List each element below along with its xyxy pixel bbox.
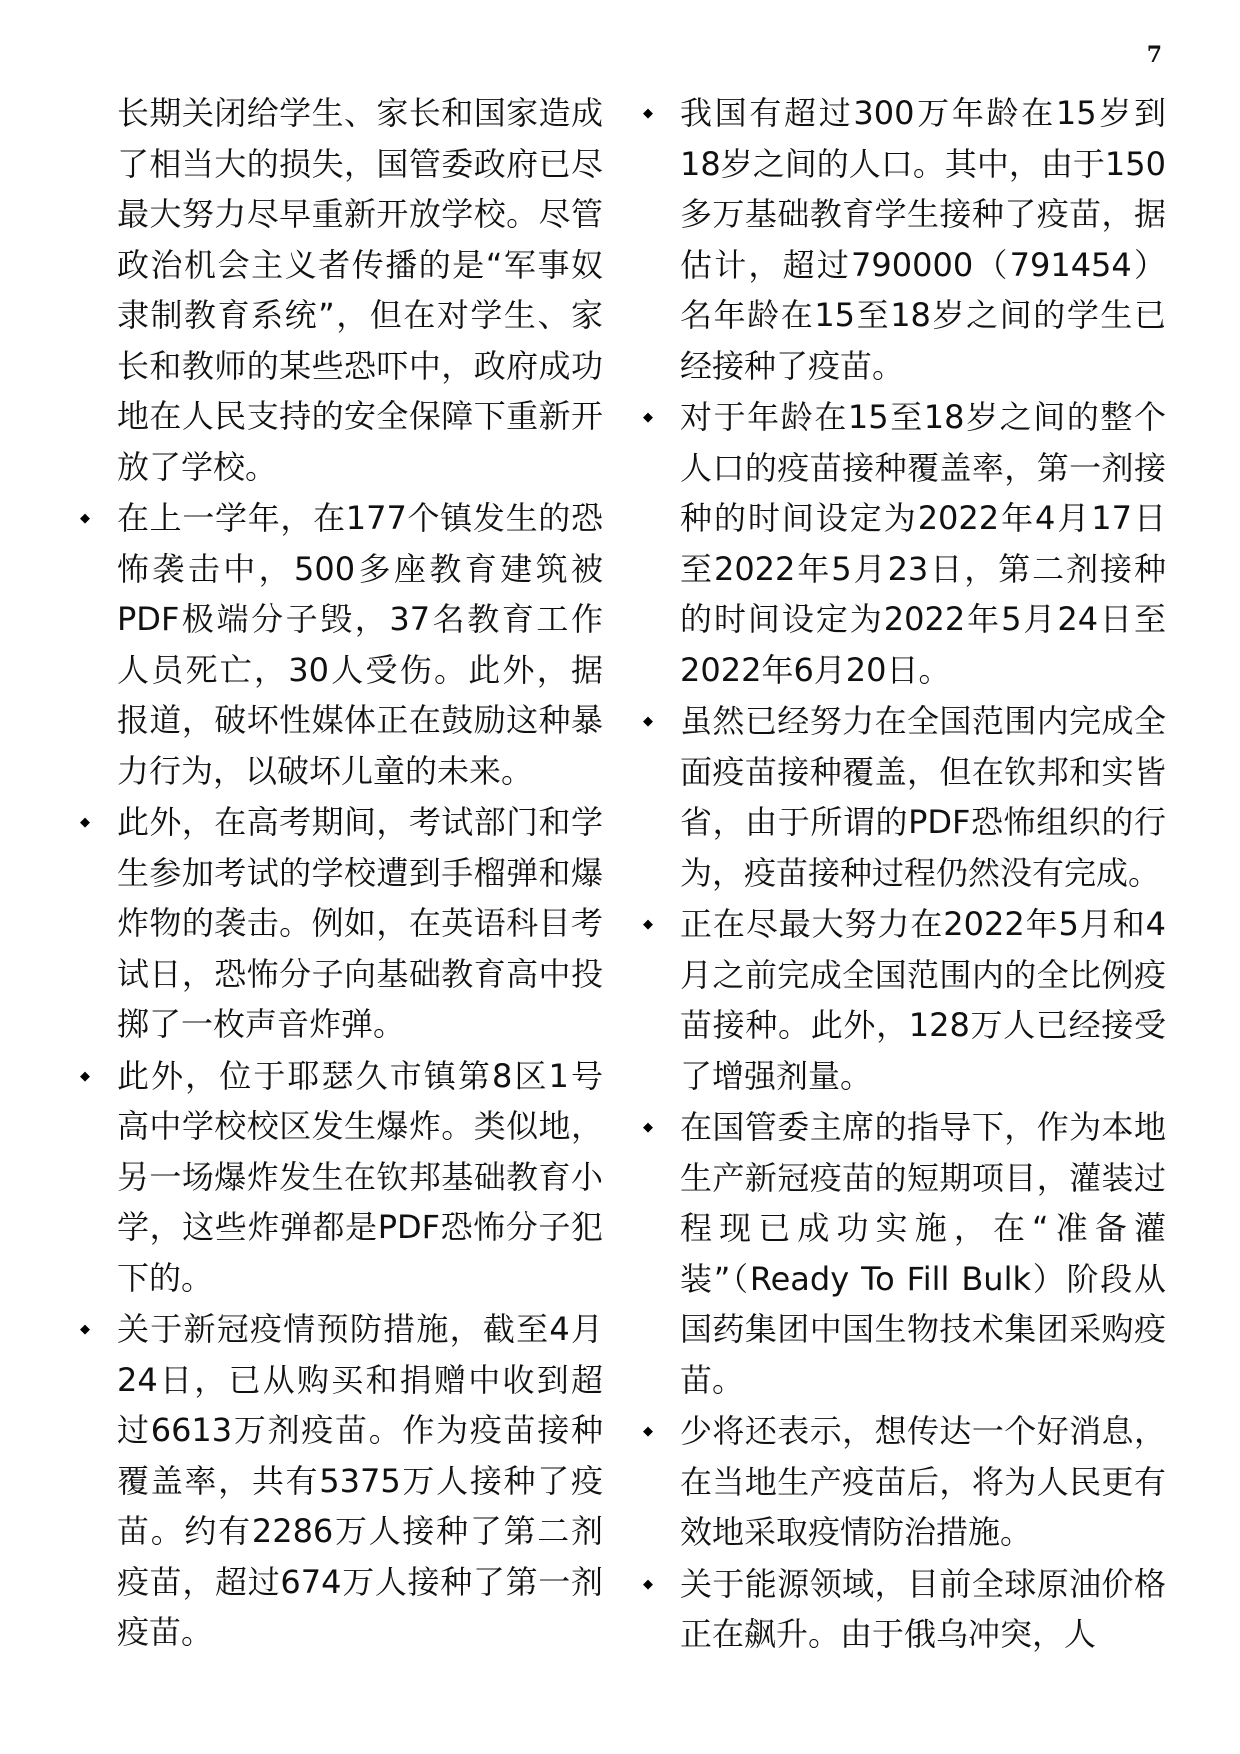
bullet-paragraph [117,493,603,796]
diamond-bullet-icon [643,101,655,113]
diamond-bullet-icon [80,506,92,518]
page-number: 7 [1146,42,1162,68]
paragraph-text: 正在尽最大努力在2022年5月和4月之前完成全国范围内的全比例疫苗接种。此外，128万人已经接受了增强剂量。 [680,905,1166,1095]
bullet-paragraph [680,1102,1166,1405]
paragraph-text: 虽然已经努力在全国范围内完成全面疫苗接种覆盖，但在钦邦和实皆省，由于所谓的PDF恐怖组织的行为，疫苗接种过程仍然没有完成。 [680,702,1166,892]
left-column [117,88,603,1659]
right-column [680,88,1166,1661]
diamond-bullet-icon [643,709,655,721]
bullet-paragraph [117,1304,603,1658]
bullet-paragraph [117,797,603,1050]
paragraph-text: 对于年龄在15至18岁之间的整个人口的疫苗接种覆盖率，第一剂接种的时间设定为2022年4月17日至2022年5月23日，第二剂接种的时间设定为2022年5月24日至2022年6月20日。 [680,398,1166,689]
paragraph-text: 我国有超过300万年龄在15岁到18岁之间的人口。其中，由于150多万基础教育学生接种了疫苗，据估计，超过790000（791454）名年龄在15至18岁之间的学生已经接种了疫苗。 [680,94,1166,385]
diamond-bullet-icon [643,1115,655,1127]
diamond-bullet-icon [643,1419,655,1431]
paragraph-text: 关于能源领域，目前全球原油价格正在飙升。由于俄乌冲突，人 [680,1564,1166,1653]
paragraph-text: 少将还表示，想传达一个好消息，在当地生产疫苗后，将为人民更有效地采取疫情防治措施。 [680,1412,1166,1551]
diamond-bullet-icon [80,810,92,822]
bullet-paragraph [680,1559,1166,1660]
bullet-paragraph [680,392,1166,695]
paragraph-text: 此外，在高考期间，考试部门和学生参加考试的学校遭到手榴弹和爆炸物的袭击。例如，在英语科目考试日，恐怖分子向基础教育高中投掷了一枚声音炸弹。 [117,803,603,1043]
diamond-bullet-icon [643,912,655,924]
bullet-paragraph [680,88,1166,391]
paragraph-text: 在国管委主席的指导下，作为本地生产新冠疫苗的短期项目，灌装过程现已成功实施，在“准备灌装”（Ready To Fill Bulk）阶段从国药集团中国生物技术集团采购疫苗。 [680,1108,1166,1399]
paragraph-text: 在上一学年，在177个镇发生的恐怖袭击中，500多座教育建筑被PDF极端分子毁，37名教育工作人员死亡，30人受伤。此外，据报道，破坏性媒体正在鼓励这种暴力行为，以破坏儿童的未来。 [117,499,603,790]
diamond-bullet-icon [643,405,655,417]
bullet-paragraph [117,1051,603,1304]
paragraph-text: 长期关闭给学生、家长和国家造成了相当大的损失，国管委政府已尽最大努力尽早重新开放学校。尽管政治机会主义者传播的是“军事奴隶制教育系统”，但在对学生、家长和教师的某些恐吓中，政府成功地在人民支持的安全保障下重新开放了学校。 [117,94,603,486]
bullet-paragraph [680,696,1166,898]
paragraph-text: 此外，位于耶瑟久市镇第8区1号高中学校校区发生爆炸。类似地，另一场爆炸发生在钦邦基础教育小学，这些炸弹都是PDF恐怖分子犯下的。 [117,1056,603,1297]
diamond-bullet-icon [643,1572,655,1584]
paragraph-continued [117,88,603,492]
diamond-bullet-icon [80,1317,92,1329]
paragraph-text: 关于新冠疫情预防措施，截至4月24日，已从购买和捐赠中收到超过6613万剂疫苗。作为疫苗接种覆盖率，共有5375万人接种了疫苗。约有2286万人接种了第二剂疫苗，超过674万人接种了第一剂疫苗。 [117,1310,603,1651]
bullet-paragraph [680,1406,1166,1558]
bullet-paragraph [680,899,1166,1101]
diamond-bullet-icon [80,1064,92,1076]
